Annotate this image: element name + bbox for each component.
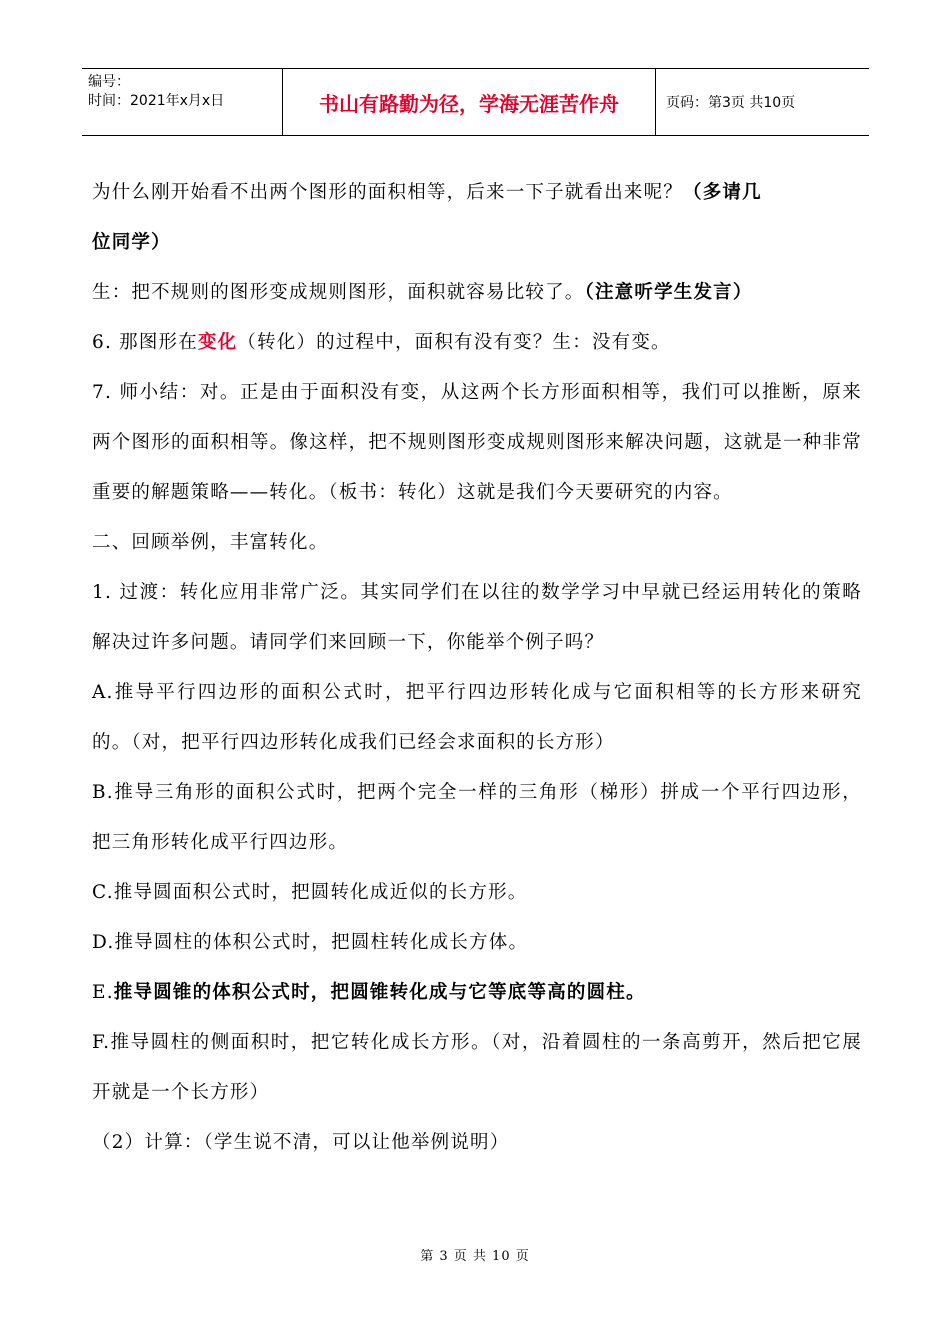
paragraph-item-7: 7. 师小结：对。正是由于面积没有变，从这两个长方形面积相等，我们可以推断，原来两个图形的面积相等。像这样，把不规则图形变成规则图形来解决问题，这就是一种非常重要的解题策略——转化。（板书：转化）这就是我们今天要研究的内容。 [92,382,862,503]
example-e [92,968,862,1018]
paragraph-transition: 1. 过渡：转化应用非常广泛。其实同学们在以往的数学学习中早就已经运用转化的策略解决过许多问题。请同学们来回顾一下，你能举个例子吗？ [92,582,862,653]
paragraph-calculation: （2）计算：（学生说不清，可以让他举例说明） [92,1132,510,1153]
item-6-highlight: 变化 [197,332,238,353]
example-e-prefix: E. [92,982,114,1003]
student-answer-text: 生：把不规则的图形变成规则图形，面积就容易比较了。 [92,282,585,303]
example-d: D.推导圆柱的体积公式时，把圆柱转化成长方体。 [92,932,529,953]
item-6-text-b: （转化）的过程中，面积有没有变？生：没有变。 [237,332,671,353]
student-answer-note: （注意听学生发言） [584,282,753,303]
example-e-bold: 推导圆锥的体积公式时，把圆锥转化成与它等底等高的圆柱。 [113,982,646,1003]
paragraph-student-answer [92,268,862,318]
example-b: B.推导三角形的面积公式时，把两个完全一样的三角形（梯形）拼成一个平行四边形，把三角形转化成平行四边形。 [92,782,862,853]
header-number-label: 编号： [88,74,130,90]
question-note-continued: 位同学） [92,232,171,253]
header-page-code: 页码：第3页 共10页 [666,95,796,111]
question-text: 为什么刚开始看不出两个图形的面积相等，后来一下子就看出来呢？ [92,182,684,203]
page-footer: 第 3 页 共 10 页 [420,1249,530,1264]
paragraph-item-6 [92,318,862,368]
question-note: （多请几 [683,182,762,203]
item-6-text-a: 6. 那图形在 [92,332,198,353]
paragraph-question [92,168,862,218]
header-meta [82,69,283,135]
example-f: F.推导圆柱的侧面积时，把它转化成长方形。（对，沿着圆柱的一条高剪开，然后把它展开就是一个长方形） [92,1032,862,1103]
example-c: C.推导圆面积公式时，把圆转化成近似的长方形。 [92,882,528,903]
header-time-label: 时间：2021年x月x日 [88,93,225,109]
example-a: A.推导平行四边形的面积公式时，把平行四边形转化成与它面积相等的长方形来研究的。（对，把平行四边形转化成我们已经会求面积的长方形） [92,682,862,753]
section-heading-review: 二、回顾举例，丰富转化。 [92,532,329,553]
header-motto: 书山有路勤为径，学海无涯苦作舟 [283,69,656,135]
document-body [92,168,862,1168]
page-header [82,68,869,136]
